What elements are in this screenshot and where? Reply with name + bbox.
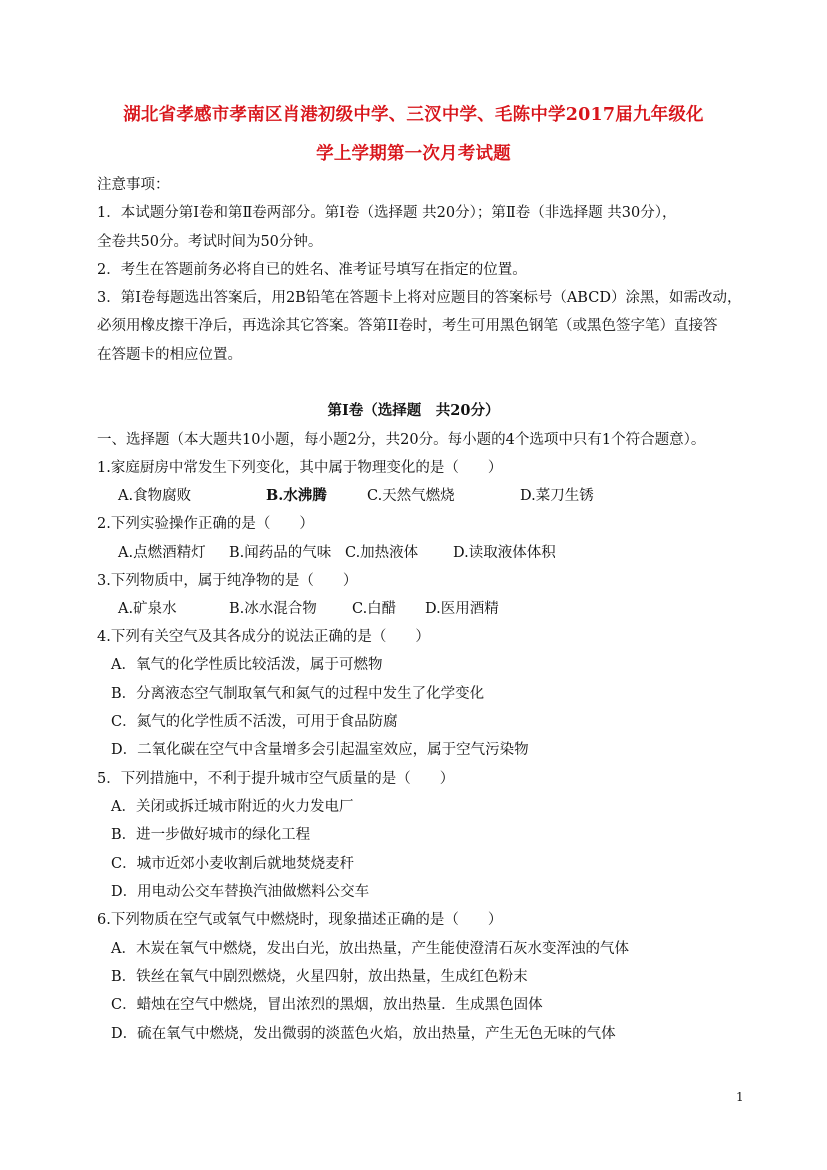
q6-option-a: A．木炭在氧气中燃烧，发出白光，放出热量，产生能使澄清石灰水变浑浊的气体 bbox=[111, 941, 629, 957]
q5-option-b: B．进一步做好城市的绿化工程 bbox=[111, 827, 311, 843]
q2-option-d: D.读取液体体积 bbox=[453, 545, 556, 561]
q4-option-b: B．分离液态空气制取氧气和氮气的过程中发生了化学变化 bbox=[111, 686, 485, 702]
q2-option-c: C.加热液体 bbox=[345, 545, 419, 561]
note-1a: 1．本试题分第Ⅰ卷和第Ⅱ卷两部分。第Ⅰ卷（选择题 共20分）；第Ⅱ卷（非选择题 共30分）， bbox=[97, 205, 677, 221]
notes-heading: 注意事项： bbox=[97, 177, 170, 193]
q6-option-b: B．铁丝在氧气中剧烈燃烧，火星四射，放出热量，生成红色粉末 bbox=[111, 969, 528, 985]
note-3b: 必须用橡皮擦干净后，再选涂其它答案。答第II卷时，考生可用黑色钢笔（或黑色签字笔）直接答 bbox=[97, 318, 718, 334]
q3-option-b: B.冰水混合物 bbox=[229, 601, 317, 617]
q4-option-a: A．氧气的化学性质比较活泼，属于可燃物 bbox=[111, 657, 383, 673]
q1-option-b: B.水沸腾 bbox=[266, 487, 327, 504]
q3-option-a: A.矿泉水 bbox=[118, 601, 177, 617]
doc-title-line-1: 湖北省孝感市孝南区肖港初级中学、三汊中学、毛陈中学2017届九年级化 bbox=[123, 105, 704, 125]
q6-option-c: C．蜡烛在空气中燃烧，冒出浓烈的黑烟，放出热量．生成黑色固体 bbox=[111, 997, 543, 1013]
doc-title-line-2: 学上学期第一次月考试题 bbox=[316, 144, 511, 164]
note-3c: 在答题卡的相应位置。 bbox=[97, 347, 242, 363]
q5-option-c: C．城市近郊小麦收割后就地焚烧麦秆 bbox=[111, 856, 355, 872]
q2-stem: 2.下列实验操作正确的是（ ） bbox=[97, 516, 314, 532]
q1-stem: 1.家庭厨房中常发生下列变化，其中属于物理变化的是（ ） bbox=[97, 460, 503, 476]
note-3a: 3．第Ⅰ卷每题选出答案后，用2B铅笔在答题卡上将对应题目的答案标号（ABCD）涂黑，如需改动， bbox=[97, 290, 742, 306]
section-instruction: 一、选择题（本大题共10小题，每小题2分，共20分。每小题的4个选项中只有1个符合题意）。 bbox=[97, 432, 706, 448]
q6-stem: 6.下列物质在空气或氧气中燃烧时，现象描述正确的是（ ） bbox=[97, 912, 503, 928]
note-2: 2．考生在答题前务必将自已的姓名、准考证号填写在指定的位置。 bbox=[97, 262, 527, 278]
q4-option-c: C．氮气的化学性质不活泼，可用于食品防腐 bbox=[111, 714, 398, 730]
q1-option-d: D.菜刀生锈 bbox=[520, 488, 594, 504]
q3-option-d: D.医用酒精 bbox=[425, 601, 499, 617]
q2-option-b: B.闻药品的气味 bbox=[229, 545, 332, 561]
q4-option-d: D．二氧化碳在空气中含量增多会引起温室效应，属于空气污染物 bbox=[111, 742, 529, 758]
q3-stem: 3.下列物质中，属于纯净物的是（ ） bbox=[97, 573, 358, 589]
page-number: 1 bbox=[736, 1090, 744, 1104]
note-1b: 全卷共50分。考试时间为50分钟。 bbox=[97, 234, 323, 250]
section-title: 第Ⅰ卷（选择题 共20分） bbox=[327, 402, 500, 419]
q5-option-a: A．关闭或拆迁城市附近的火力发电厂 bbox=[111, 799, 354, 815]
q5-option-d: D．用电动公交车替换汽油做燃料公交车 bbox=[111, 884, 370, 900]
q3-option-c: C.白醋 bbox=[352, 601, 397, 617]
q1-option-a: A.食物腐败 bbox=[118, 488, 192, 504]
q1-option-c: C.天然气燃烧 bbox=[367, 488, 455, 504]
q6-option-d: D．硫在氧气中燃烧，发出微弱的淡蓝色火焰，放出热量，产生无色无味的气体 bbox=[111, 1026, 616, 1042]
q2-option-a: A.点燃酒精灯 bbox=[118, 545, 206, 561]
q5-stem: 5．下列措施中，不利于提升城市空气质量的是（ ） bbox=[97, 771, 455, 787]
q4-stem: 4.下列有关空气及其各成分的说法正确的是（ ） bbox=[97, 629, 430, 645]
